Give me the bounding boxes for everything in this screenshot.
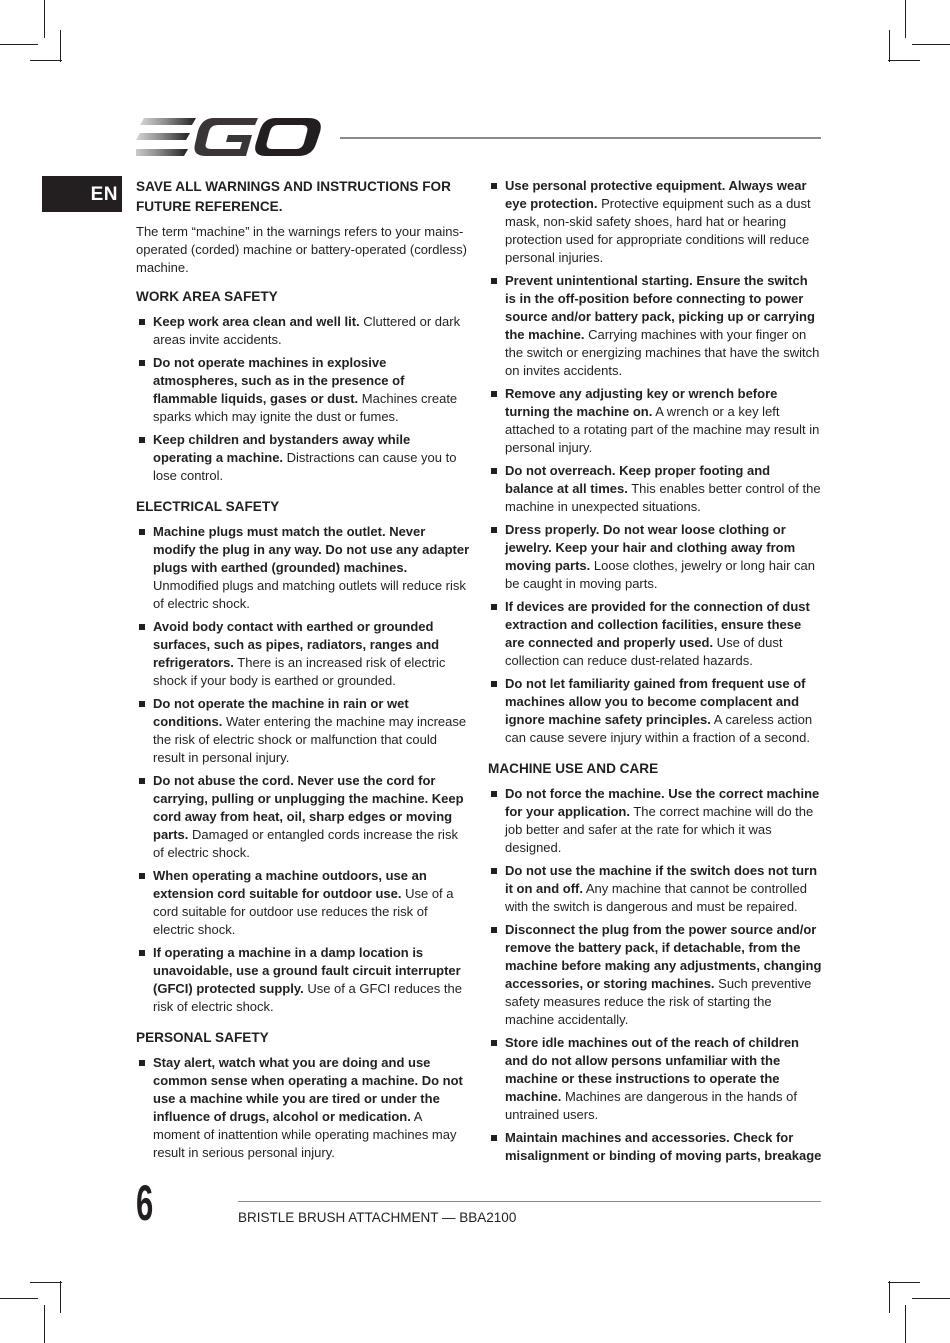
- list-item: Do not let familiarity gained from frequent use of machines allow you to become complacent and ignore machine safety principles. A careless action can cause severe injury within a fraction of a second.: [488, 675, 822, 747]
- electrical-list: [136, 523, 470, 1016]
- crop-mark: [44, 1305, 45, 1343]
- crop-mark: [905, 1305, 906, 1343]
- left-column: [136, 177, 470, 1167]
- page-number: 6: [136, 1175, 154, 1231]
- intro-heading: SAVE ALL WARNINGS AND INSTRUCTIONS FOR FUTURE REFERENCE.: [136, 179, 451, 214]
- crop-mark: [60, 1281, 61, 1313]
- list-item: Do not overreach. Keep proper footing and balance at all times. This enables better control of the machine in unexpected situations.: [488, 462, 822, 516]
- list-item: Keep work area clean and well lit. Cluttered or dark areas invite accidents.: [136, 313, 470, 349]
- intro-text: The term “machine” in the warnings refers to your mains-operated (corded) machine or battery-operated (cordless) machine.: [136, 224, 467, 275]
- header-rule: [340, 137, 821, 139]
- list-item: Use personal protective equipment. Always wear eye protection. Protective equipment such as a dust mask, non-skid safety shoes, hard hat or hearing protection used for appropriate conditions will reduce personal injuries.: [488, 177, 822, 267]
- list-item: If operating a machine in a damp location is unavoidable, use a ground fault circuit interrupter (GFCI) protected supply. Use of a GFCI reduces the risk of electric shock.: [136, 944, 470, 1016]
- footer-rule: [238, 1201, 821, 1202]
- crop-mark: [889, 30, 890, 62]
- personal-list-right: [488, 177, 822, 747]
- crop-mark: [888, 1282, 920, 1283]
- section-heading-personal: PERSONAL SAFETY: [136, 1030, 269, 1045]
- list-item: Do not use the machine if the switch does not turn it on and off. Any machine that cannot be controlled with the switch is dangerous and must be repaired.: [488, 862, 822, 916]
- list-item: Remove any adjusting key or wrench before turning the machine on. A wrench or a key left attached to a rotating part of the machine may result in personal injury.: [488, 385, 822, 457]
- list-item: Disconnect the plug from the power source and/or remove the battery pack, if detachable, from the machine before making any adjustments, changing accessories, or storing machines. Such preventive safety measures reduce the risk of starting the machine accidentally.: [488, 921, 822, 1029]
- crop-mark: [912, 1298, 950, 1299]
- crop-mark: [44, 0, 45, 38]
- list-item: Keep children and bystanders away while operating a machine. Distractions can cause you to lose control.: [136, 431, 470, 485]
- list-item: Avoid body contact with earthed or grounded surfaces, such as pipes, radiators, ranges and refrigerators. There is an increased risk of electric shock if your body is earthed or grounded.: [136, 618, 470, 690]
- machine-use-list: [488, 785, 822, 1165]
- language-tab: EN: [42, 176, 122, 212]
- right-column: [488, 177, 822, 1170]
- list-item: Dress properly. Do not wear loose clothing or jewelry. Keep your hair and clothing away from moving parts. Loose clothes, jewelry or long hair can be caught in moving parts.: [488, 521, 822, 593]
- crop-mark: [912, 44, 950, 45]
- list-item: Store idle machines out of the reach of children and do not allow persons unfamiliar with the machine or these instructions to operate the machine. Machines are dangerous in the hands of untrained users.: [488, 1034, 822, 1124]
- list-item: Do not operate the machine in rain or wet conditions. Water entering the machine may increase the risk of electric shock or malfunction that could result in personal injury.: [136, 695, 470, 767]
- list-item: If devices are provided for the connection of dust extraction and collection facilities, ensure these are connected and properly used. Use of dust collection can reduce dust-related hazards.: [488, 598, 822, 670]
- list-item: When operating a machine outdoors, use an extension cord suitable for outdoor use. Use of a cord suitable for outdoor use reduces the risk of electric shock.: [136, 867, 470, 939]
- personal-list-left: [136, 1054, 470, 1162]
- list-item: Do not force the machine. Use the correct machine for your application. The correct machine will do the job better and safer at the rate for which it was designed.: [488, 785, 822, 857]
- footer-title: BRISTLE BRUSH ATTACHMENT — BBA2100: [238, 1210, 517, 1225]
- crop-mark: [60, 30, 61, 62]
- crop-mark: [30, 1282, 62, 1283]
- list-item: Do not operate machines in explosive atmospheres, such as in the presence of flammable liquids, gases or dust. Machines create sparks which may ignite the dust or fumes.: [136, 354, 470, 426]
- work-area-list: [136, 313, 470, 485]
- list-item: Prevent unintentional starting. Ensure the switch is in the off-position before connecting to power source and/or battery pack, picking up or carrying the machine. Carrying machines with your finger on the switch or energizing machines that have the switch on invites accidents.: [488, 272, 822, 380]
- section-heading-machine-use: MACHINE USE AND CARE: [488, 761, 659, 776]
- crop-mark: [0, 44, 38, 45]
- ego-logo: [136, 116, 322, 158]
- section-heading-electrical: ELECTRICAL SAFETY: [136, 499, 280, 514]
- section-heading-work-area: WORK AREA SAFETY: [136, 289, 278, 304]
- crop-mark: [0, 1298, 38, 1299]
- list-item: Do not abuse the cord. Never use the cord for carrying, pulling or unplugging the machine. Keep cord away from heat, oil, sharp edges or moving parts. Damaged or entangled cords increase the risk of electric shock.: [136, 772, 470, 862]
- crop-mark: [30, 60, 62, 61]
- crop-mark: [905, 0, 906, 38]
- list-item: Stay alert, watch what you are doing and use common sense when operating a machine. Do not use a machine while you are tired or under the influence of drugs, alcohol or medication. A moment of inattention while operating machines may result in serious personal injury.: [136, 1054, 470, 1162]
- crop-mark: [888, 60, 920, 61]
- list-item: Maintain machines and accessories. Check for misalignment or binding of moving parts, breakage: [488, 1129, 822, 1165]
- list-item: Machine plugs must match the outlet. Never modify the plug in any way. Do not use any adapter plugs with earthed (grounded) machines. Unmodified plugs and matching outlets will reduce risk of electric shock.: [136, 523, 470, 613]
- crop-mark: [889, 1281, 890, 1313]
